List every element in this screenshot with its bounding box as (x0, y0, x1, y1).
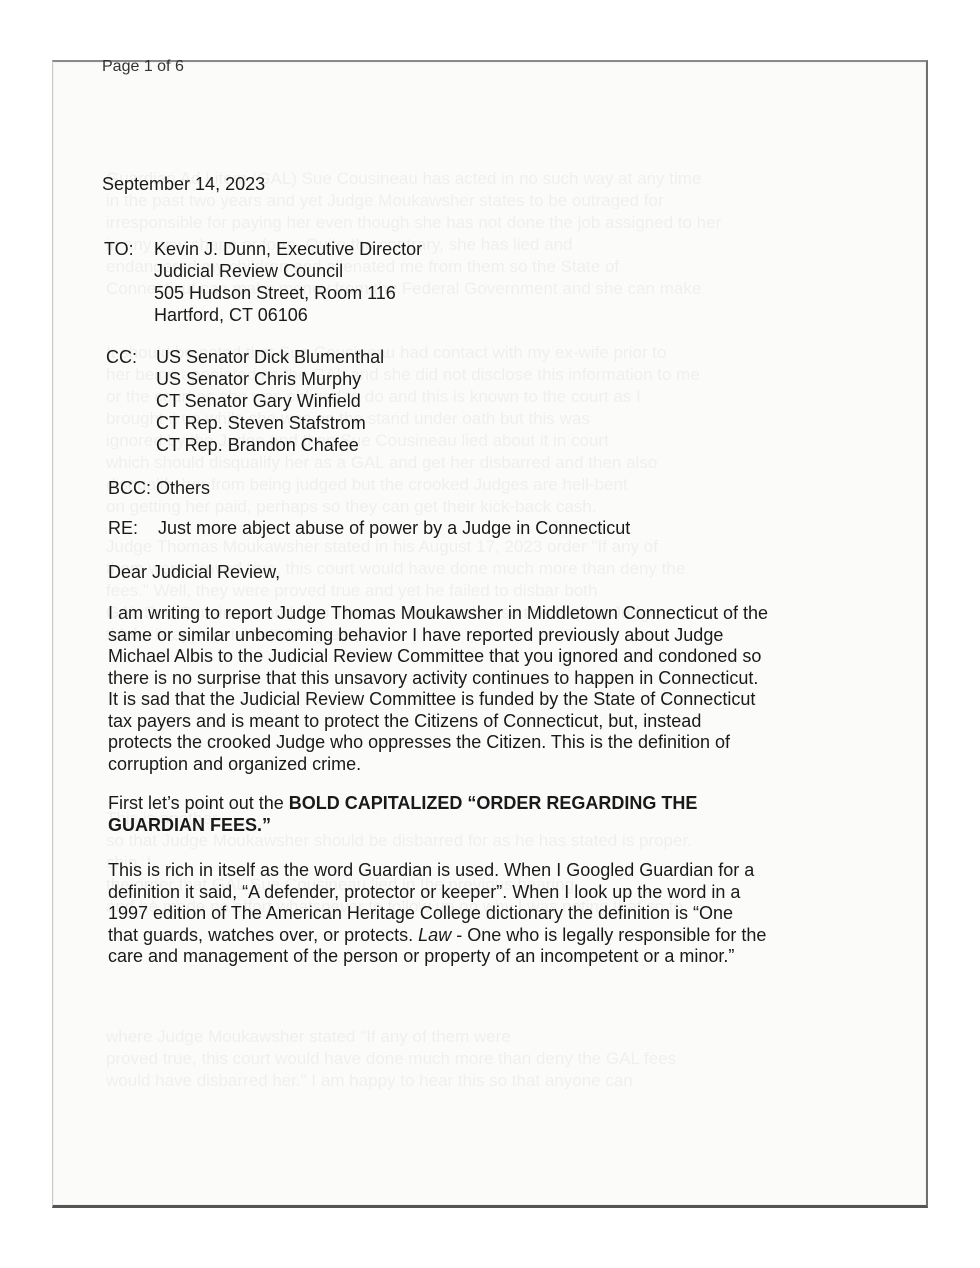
paragraph-2-bold-heading: BOLD CAPITALIZED “ORDER REGARDING THE GUARDIAN FEES.” (108, 793, 698, 835)
page-number: Page 1 of 6 (102, 58, 184, 75)
salutation: Dear Judicial Review, (108, 562, 281, 582)
cc-recipient-lines (156, 346, 384, 456)
paragraph-3-part-2: - One who is legally responsible for the care and management of the person or property of an incompetent or a minor.” (108, 924, 767, 966)
paragraph-3-part-1: This is rich in itself as the word Guardian is used. When I Googled Guardian for a definition it said, “A defender, protector or keeper”. When I look up the word in a 1997 edition of The American Heritage College dictionary the definition is “One that guards, watches over, or protects. (108, 860, 755, 945)
body-paragraph-2 (108, 793, 768, 836)
to-line-name: Kevin J. Dunn, Executive Director (154, 239, 423, 259)
to-recipient-lines (154, 238, 422, 326)
paragraph-2-lead: First let’s point out the (108, 793, 289, 813)
body-paragraph-1: I am writing to report Judge Thomas Moukawsher in Middletown Connecticut of the same or similar unbecoming behavior I have reported previously about Judge Michael Albis to the Judicial Review Committee that you ignored and condoned so there is no surprise that this unsavory activity continues to happen in Connecticut. It is sad that the Judicial Review Committee is funded by the State of Connecticut tax payers and is meant to protect the Citizens of Connecticut, but, instead protects the crooked Judge who oppresses the Citizen. This is the definition of corruption and organized crime. (108, 603, 768, 774)
to-line-city: Hartford, CT 06106 (154, 305, 308, 325)
body-paragraph-3 (108, 860, 768, 968)
cc-recipient: CT Rep. Brandon Chafee (156, 435, 359, 455)
cc-label: CC: (106, 347, 137, 367)
cc-recipient: CT Rep. Steven Stafstrom (156, 413, 366, 433)
letter-date: September 14, 2023 (102, 174, 266, 194)
cc-recipient: US Senator Dick Blumenthal (156, 347, 385, 367)
to-line-street: 505 Hudson Street, Room 116 (154, 283, 396, 303)
bleed-through-text (106, 1026, 766, 1092)
subject-text: Just more abject abuse of power by a Judge in Connecticut (158, 518, 631, 538)
to-line-organization: Judicial Review Council (154, 261, 344, 281)
paragraph-3-italic-law: Law (418, 924, 452, 945)
subject-line (108, 518, 630, 539)
cc-recipient: CT Senator Gary Winfield (156, 391, 361, 411)
cc-recipient: US Senator Chris Murphy (156, 369, 362, 389)
to-label: TO: (104, 239, 134, 259)
bcc-line: BCC: Others (108, 478, 211, 498)
re-label: RE: (108, 518, 139, 538)
